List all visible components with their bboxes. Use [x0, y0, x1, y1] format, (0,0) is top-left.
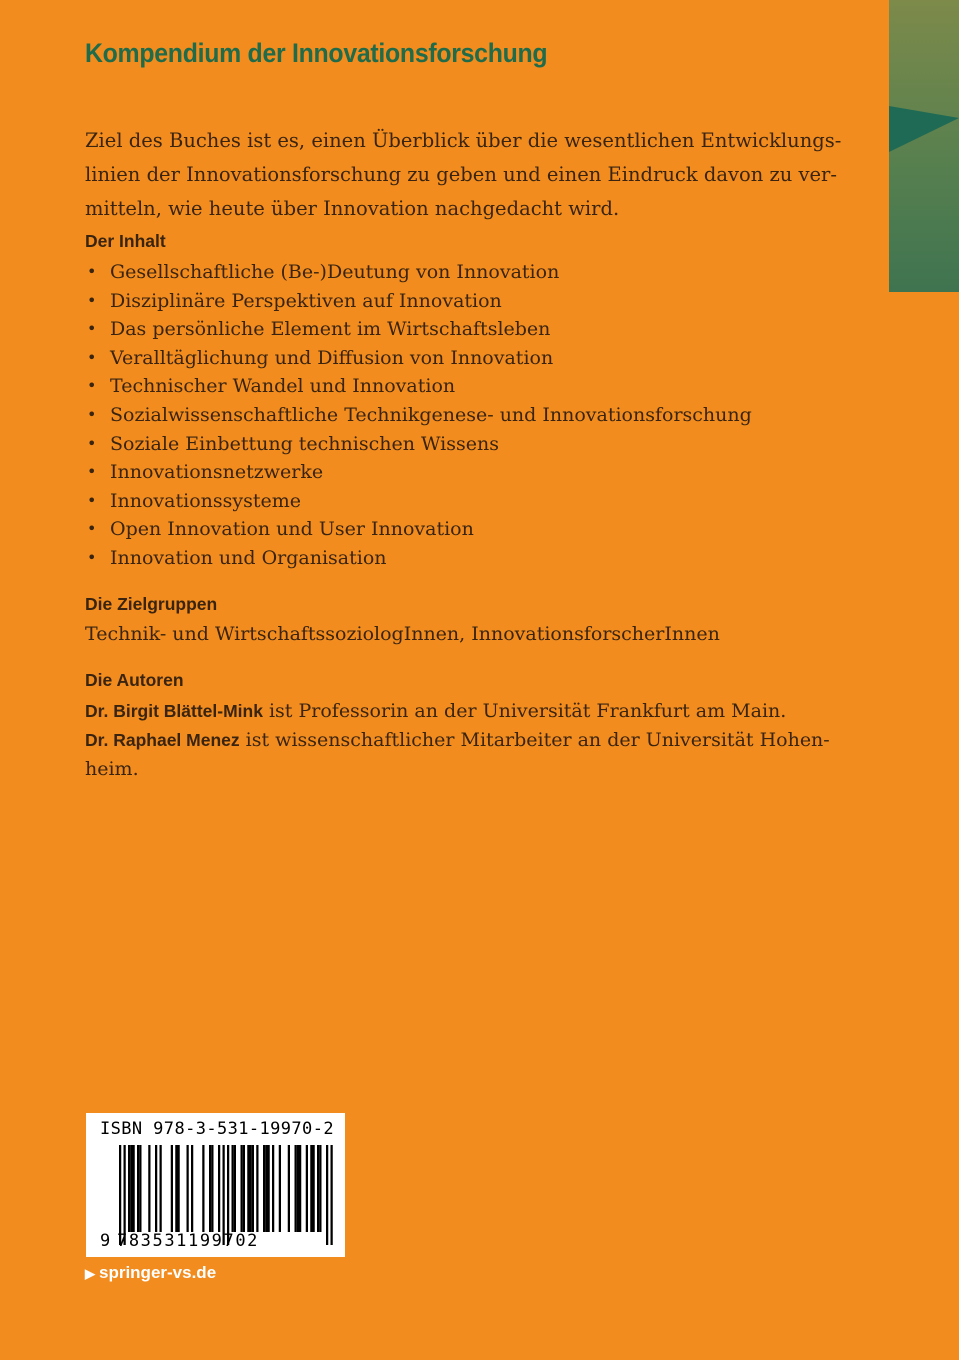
authors-heading: Die Autoren	[85, 670, 184, 690]
contents-item: • Open Innovation und User Innovation	[85, 515, 752, 544]
barcode-bar	[232, 1145, 234, 1232]
bullet-icon: •	[87, 290, 97, 310]
contents-item: • Soziale Einbettung technischen Wissens	[85, 430, 752, 459]
barcode-bar	[268, 1145, 270, 1232]
barcode-bar	[310, 1145, 312, 1232]
barcode-bar	[317, 1145, 319, 1232]
intro-paragraph	[85, 124, 842, 226]
barcode-bar	[272, 1145, 274, 1232]
barcode-bar	[313, 1145, 315, 1232]
bullet-icon: •	[87, 433, 97, 453]
barcode-bar	[299, 1145, 301, 1232]
barcode-bar	[247, 1145, 249, 1232]
intro-line: linien der Innovationsforschung zu geben und einen Eindruck davon zu ver-	[85, 163, 837, 186]
barcode-bar	[171, 1145, 173, 1232]
bullet-icon: •	[87, 519, 97, 539]
contents-item: • Innovation und Organisation	[85, 544, 752, 573]
author-2-bio: Dr. Raphael Menez ist wissenschaftlicher Mitarbeiter an der Universität Hohen-	[85, 729, 830, 751]
bullet-icon: •	[87, 547, 97, 567]
barcode-bar	[331, 1145, 333, 1245]
barcode-bar	[128, 1145, 130, 1232]
barcode-bar	[137, 1145, 139, 1232]
contents-item: • Technischer Wandel und Innovation	[85, 372, 752, 401]
ean-remaining-digits: 783531199702	[117, 1231, 260, 1251]
bullet-icon: •	[87, 462, 97, 482]
barcode-bar	[209, 1145, 211, 1232]
barcode-bar	[187, 1145, 189, 1232]
barcode-bar	[265, 1145, 267, 1232]
author-2-name: Dr. Raphael Menez	[85, 730, 240, 750]
contents-list	[85, 258, 752, 573]
target-groups-text: Technik- und WirtschaftssoziologInnen, InnovationsforscherInnen	[85, 623, 720, 645]
bullet-icon: •	[87, 376, 97, 396]
barcode-bar	[175, 1145, 177, 1232]
barcode-bar	[250, 1145, 252, 1232]
barcode-bar	[133, 1145, 135, 1232]
barcode-bar	[218, 1145, 220, 1232]
barcode-bar	[160, 1145, 162, 1232]
book-title: Kompendium der Innovationsforschung	[85, 38, 548, 68]
author-1-bio: Dr. Birgit Blättel-Mink ist Professorin an der Universität Frankfurt am Main.	[85, 700, 787, 722]
author-1-name: Dr. Birgit Blättel-Mink	[85, 701, 263, 721]
barcode-bar	[295, 1145, 297, 1232]
bullet-icon: •	[87, 262, 97, 281]
isbn-barcode	[86, 1113, 345, 1257]
contents-item: • Veralltäglichung und Diffusion von Innovation	[85, 344, 752, 373]
contents-heading: Der Inhalt	[85, 231, 166, 251]
barcode-bar	[155, 1145, 157, 1232]
barcode-bar	[306, 1145, 308, 1232]
target-groups-heading: Die Zielgruppen	[85, 594, 218, 614]
bullet-icon: •	[87, 319, 97, 339]
intro-line: mitteln, wie heute über Innovation nachgedacht wird.	[85, 197, 620, 220]
contents-item: • Sozialwissenschaftliche Technikgenese- und Innovationsforschung	[85, 401, 752, 430]
barcode-bar	[234, 1145, 236, 1232]
barcode-bar	[223, 1145, 225, 1245]
contents-item: • Innovationsnetzwerke	[85, 458, 752, 487]
barcode-bar	[256, 1145, 258, 1232]
barcode-bar	[130, 1145, 132, 1232]
barcode-bar	[119, 1145, 121, 1245]
bullet-icon: •	[87, 490, 97, 510]
intro-line: Ziel des Buches ist es, einen Überblick über die wesentlichen Entwicklungs-	[85, 129, 842, 152]
barcode-bar	[263, 1145, 265, 1232]
spine-triangle-mark	[889, 104, 959, 156]
barcode-bar	[297, 1145, 299, 1232]
contents-item: • Das persönliche Element im Wirtschaftsleben	[85, 315, 752, 344]
barcode-bar	[279, 1145, 281, 1232]
barcode-bar	[241, 1145, 243, 1232]
contents-item: • Disziplinäre Perspektiven auf Innovation	[85, 287, 752, 316]
bullet-icon: •	[87, 347, 97, 367]
barcode-bar	[191, 1145, 193, 1232]
barcode-bar	[148, 1145, 150, 1232]
barcode-bar	[124, 1145, 126, 1245]
bullet-icon: •	[87, 404, 97, 424]
author-2-bio-continued: heim.	[85, 758, 139, 780]
barcode-bar	[243, 1145, 245, 1232]
barcode-bar	[178, 1145, 180, 1232]
barcode-bar	[319, 1145, 321, 1232]
publisher-website[interactable]: ▶ springer-vs.de	[85, 1263, 217, 1282]
isbn-label: ISBN 978-3-531-19970-2	[100, 1119, 334, 1139]
barcode-bar	[288, 1145, 290, 1232]
contents-item: • Innovationssysteme	[85, 487, 752, 516]
play-arrow-icon: ▶	[85, 1266, 95, 1281]
barcode-bar	[252, 1145, 254, 1232]
contents-item: • Gesellschaftliche (Be-)Deutung von Innovation	[85, 258, 752, 287]
barcode-bar	[139, 1145, 141, 1232]
barcode-bar	[227, 1145, 229, 1245]
barcode-bar	[326, 1145, 328, 1245]
ean-first-digit: 9	[100, 1231, 111, 1251]
barcode-bar	[202, 1145, 204, 1232]
barcode-bar	[211, 1145, 213, 1232]
